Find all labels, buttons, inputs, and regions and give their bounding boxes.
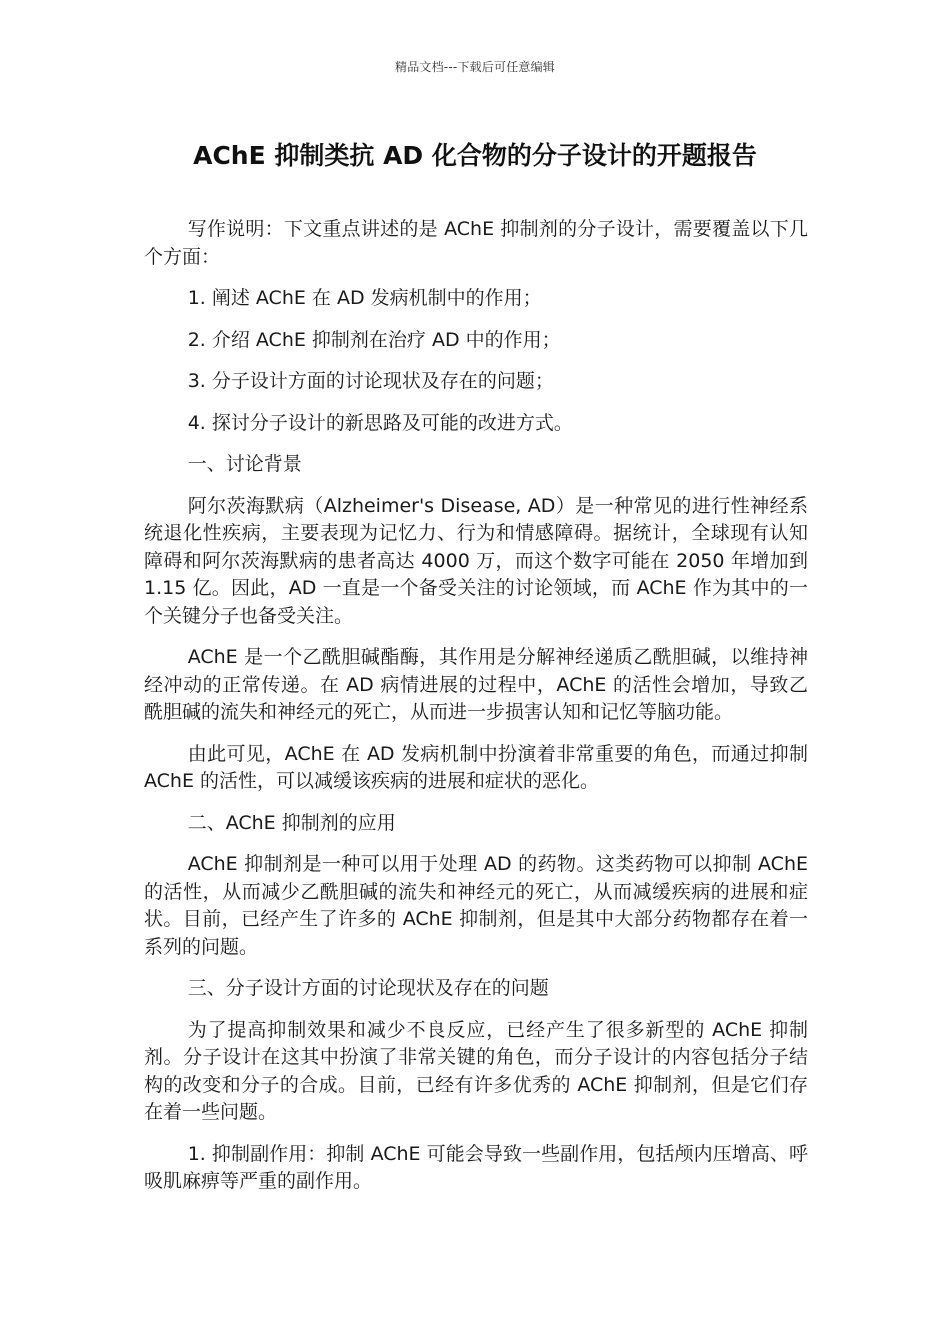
paragraph-conclusion: 由此可见，AChE 在 AD 发病机制中扮演着非常重要的角色，而通过抑制 AChE 的活性，可以减缓该疾病的进展和症状的恶化。 — [144, 742, 808, 792]
section-heading-application: 二、AChE 抑制剂的应用 — [187, 811, 396, 834]
paragraph-inhibitor-application: AChE 抑制剂是一种可以用于处理 AD 的药物。这类药物可以抑制 AChE 的活性，从而减少乙酰胆碱的流失和神经元的死亡，从而减缓疾病的进展和症状。目前，已经产生了许多的 AChE 抑制剂，但是其中大部分药物都存在着一系列的问题。 — [144, 853, 808, 958]
section-heading-molecular-design: 三、分子设计方面的讨论现状及存在的问题 — [187, 977, 549, 999]
list-item-3: 3. 分子设计方面的讨论现状及存在的问题； — [187, 370, 554, 392]
document-body — [144, 216, 808, 1210]
list-item-2: 2. 介绍 AChE 抑制剂在治疗 AD 中的作用； — [187, 328, 561, 351]
paragraph-ache-role: AChE 是一个乙酰胆碱酯酶，其作用是分解神经递质乙酰胆碱，以维持神经冲动的正常传递。在 AD 病情进展的过程中，AChE 的活性会增加，导致乙酰胆碱的流失和神经元的死亡，从而进一步损害认知和记忆等脑功能。 — [144, 646, 808, 723]
list-item-1: 1. 阐述 AChE 在 AD 发病机制中的作用； — [187, 287, 542, 309]
paragraph-writing-note: 写作说明：下文重点讲述的是 AChE 抑制剂的分子设计，需要覆盖以下几个方面： — [144, 218, 808, 268]
document-title: AChE 抑制类抗 AD 化合物的分子设计的开题报告 — [193, 141, 757, 170]
list-item-4: 4. 探讨分子设计的新思路及可能的改进方式。 — [187, 411, 573, 434]
paragraph-molecular-design: 为了提高抑制效果和减少不良反应，已经产生了很多新型的 AChE 抑制剂。分子设计在这其中扮演了非常关键的角色，而分子设计的内容包括分子结构的改变和分子的合成。目前，已经有许多优秀的 AChE 抑制剂，但是它们存在着一些问题。 — [144, 1018, 808, 1123]
section-heading-background: 一、讨论背景 — [187, 453, 302, 475]
page-header: 精品文档---下载后可任意编辑 — [395, 60, 555, 74]
paragraph-side-effects: 1. 抑制副作用：抑制 AChE 可能会导致一些副作用，包括颅内压增高、呼吸肌麻痹等严重的副作用。 — [144, 1142, 808, 1192]
paragraph-ad-background: 阿尔茨海默病（Alzheimer's Disease, AD）是一种常见的进行性神经系统退化性疾病，主要表现为记忆力、行为和情感障碍。据统计，全球现有认知障碍和阿尔茨海默病的患者高达 4000 万，而这个数字可能在 2050 年增加到 1.15 亿。因此，AD 一直是一个备受关注的讨论领域，而 AChE 作为其中的一个关键分子也备受关注。 — [144, 494, 808, 627]
